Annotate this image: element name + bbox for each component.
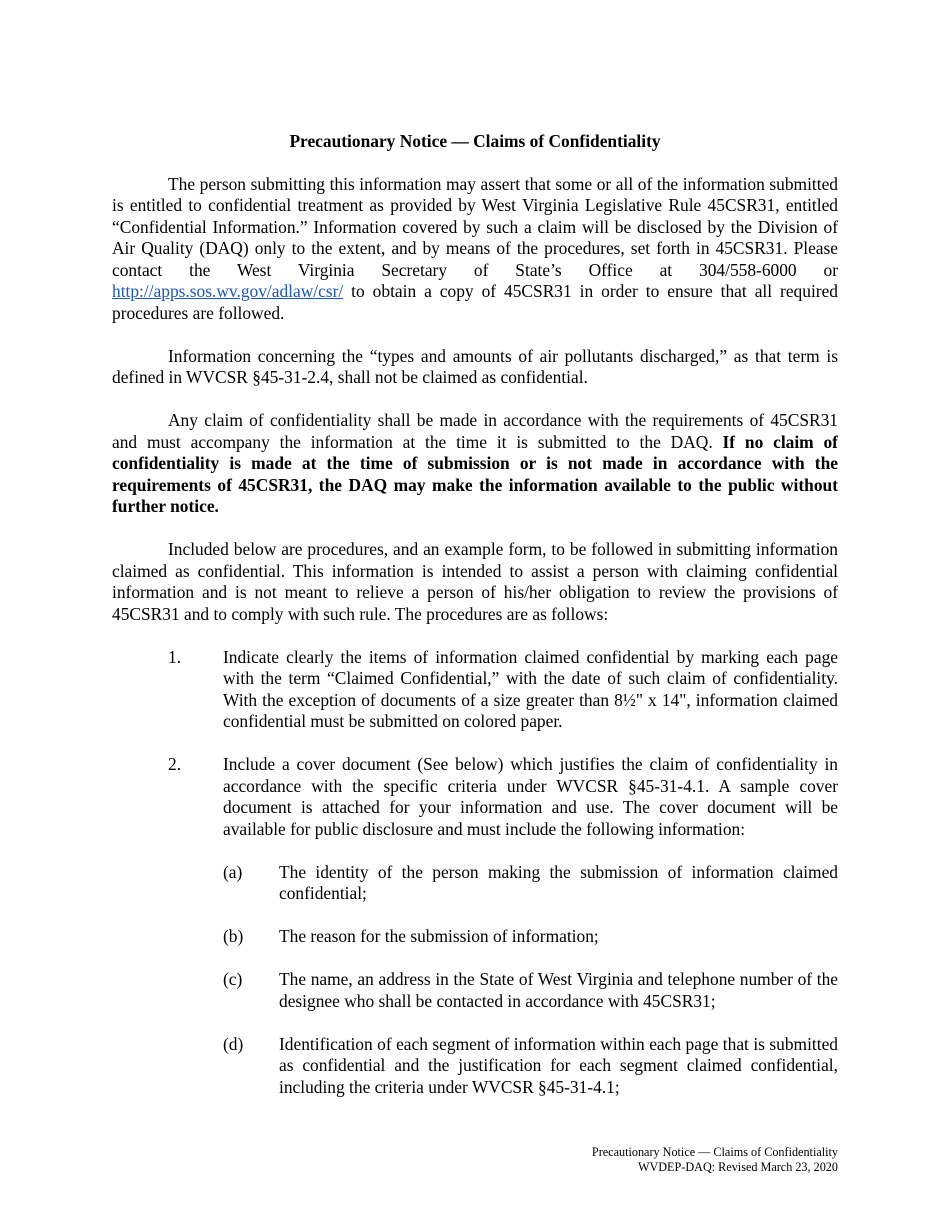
procedure-item-1	[112, 647, 838, 733]
document-page	[112, 131, 838, 1120]
subitem-text: The name, an address in the State of West Virginia and telephone number of the designee who shall be contacted in accordance with 45CSR31;	[279, 969, 838, 1011]
paragraph-intro	[112, 174, 838, 325]
paragraph-claim-requirements	[112, 410, 838, 518]
subitem-text: The reason for the submission of information;	[279, 926, 599, 946]
paragraph-procedures-intro: Included below are procedures, and an example form, to be followed in submitting information claimed as confidential. This information is intended to assist a person with claiming confidential information and is not meant to relieve a person of his/her obligation to review the provisions of 45CSR31 and to comply with such rule. The procedures are as follows:	[112, 539, 838, 624]
subitem-letter: (b)	[223, 926, 244, 946]
page-footer	[592, 1145, 838, 1174]
subitem-text: Identification of each segment of information within each page that is submitted as confidential and the justification for each segment claimed confidential, including the criteria under WVCSR §45-31-4.1;	[279, 1033, 838, 1097]
page-title: Precautionary Notice — Claims of Confidentiality	[289, 131, 661, 151]
procedure-number: 2.	[168, 754, 182, 774]
procedure-text: Indicate clearly the items of information claimed confidential by marking each page with the term “Claimed Confidential,” with the date of such claim of confidentiality. With the exception of documents of a size greater than 8½" x 14", information claimed confidential must be submitted on colored paper.	[223, 646, 838, 731]
subitem-letter: (d)	[223, 1033, 244, 1054]
paragraph-intro-text-b: to obtain a copy of 45CSR31 in order to ensure that all required procedures are followed.	[112, 281, 838, 323]
subitem-c	[112, 969, 838, 1012]
subitem-a	[112, 862, 838, 905]
procedure-text: Include a cover document (See below) which justifies the claim of confidentiality in accordance with the specific criteria under WVCSR §45-31-4.1. A sample cover document is attached for your information and use. The cover document will be available for public disclosure and must include the following information:	[223, 754, 838, 839]
procedure-number: 1.	[168, 646, 182, 667]
paragraph-claim-warning: If no claim of confidentiality is made at the time of submission or is not made in accordance with the requirements of 45CSR31, the DAQ may make the information available to the public without further notice.	[112, 431, 838, 516]
subitem-letter: (c)	[223, 969, 243, 989]
paragraph-intro-text-a: The person submitting this information may assert that some or all of the information submitted is entitled to confidential treatment as provided by West Virginia Legislative Rule 45CSR31, entitled “Confidential Information.” Information covered by such a claim will be disclosed by the Division of Air Quality (DAQ) only to the extent, and by means of the procedures, set forth in 45CSR31. Please contact the West Virginia Secretary of State’s Office at 304/558-6000 or	[112, 173, 838, 280]
footer-revision: WVDEP-DAQ: Revised March 23, 2020	[637, 1159, 838, 1174]
subitem-d	[112, 1034, 838, 1099]
subitem-text: The identity of the person making the submission of information claimed confidential;	[279, 861, 838, 903]
footer-title: Precautionary Notice — Claims of Confidentiality	[591, 1145, 838, 1159]
subitem-b	[112, 926, 838, 948]
subitem-letter: (a)	[223, 861, 243, 882]
procedure-item-2	[112, 754, 838, 840]
paragraph-pollutants: Information concerning the “types and amounts of air pollutants discharged,” as that term is defined in WVCSR §45-31-2.4, shall not be claimed as confidential.	[112, 345, 838, 387]
csr-link[interactable]: http://apps.sos.wv.gov/adlaw/csr/	[112, 281, 344, 301]
paragraph-claim-text: Any claim of confidentiality shall be made in accordance with the requirements of 45CSR31 and must accompany the information at the time it is submitted to the DAQ.	[112, 410, 838, 452]
